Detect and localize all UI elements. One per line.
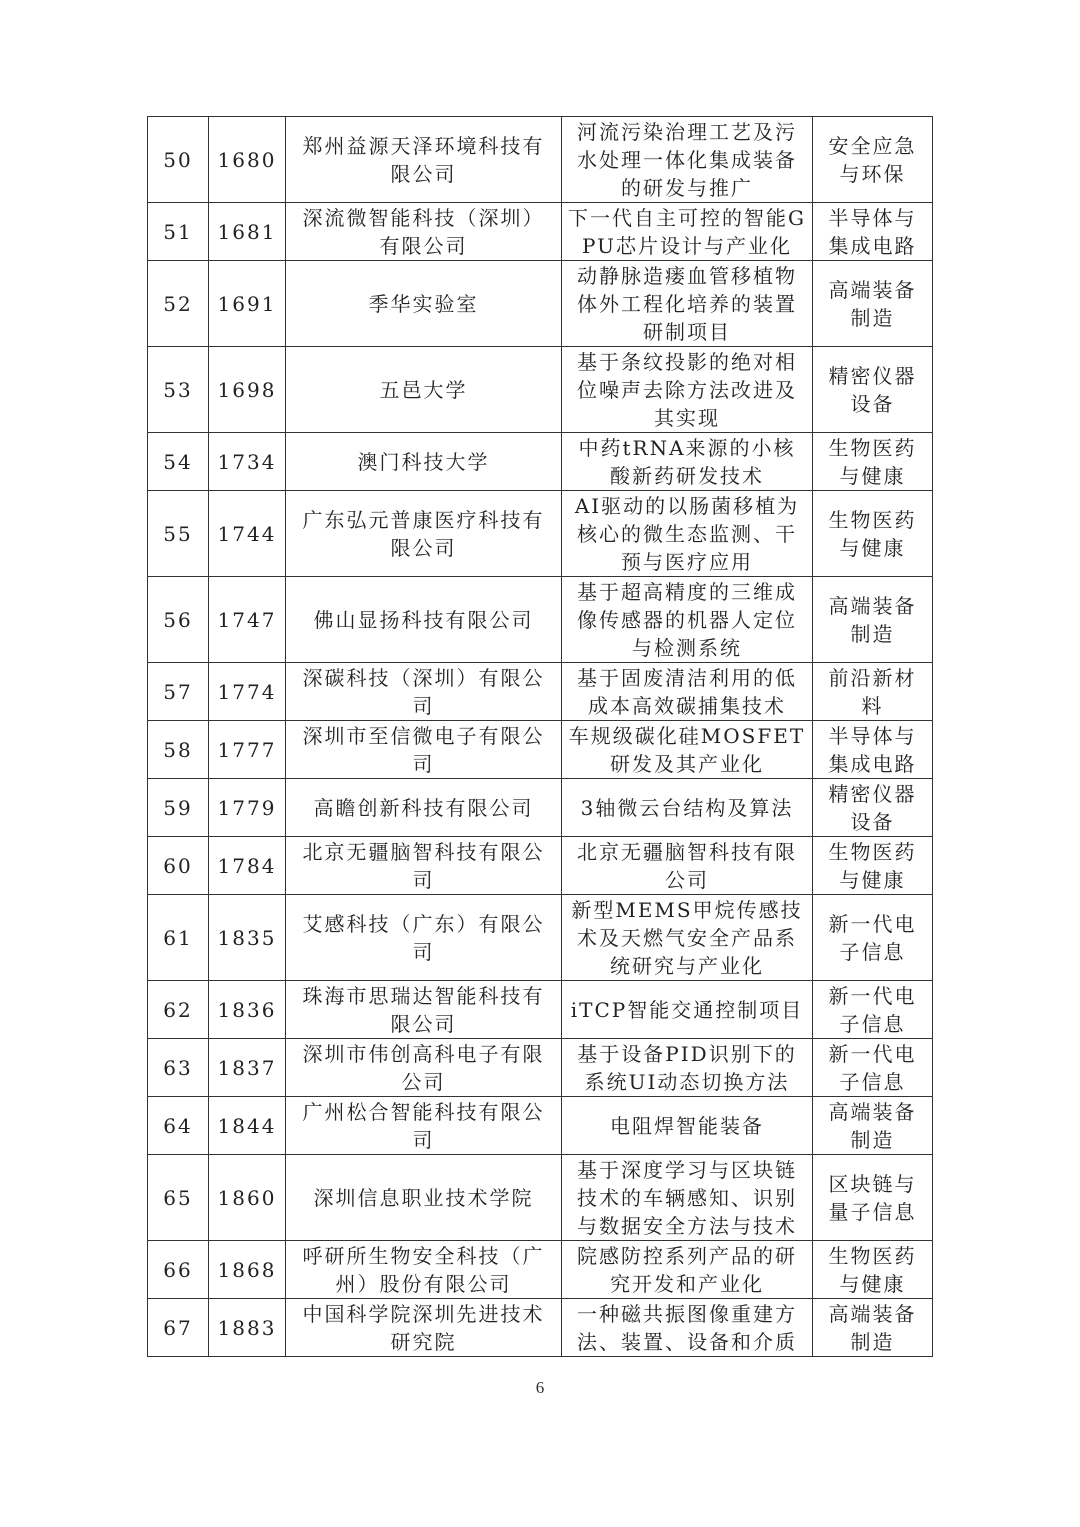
cell-field: 新一代电子信息 — [813, 981, 933, 1039]
cell-project: 一种磁共振图像重建方法、装置、设备和介质 — [562, 1299, 813, 1357]
cell-project: 河流污染治理工艺及污水处理一体化集成装备的研发与推广 — [562, 117, 813, 203]
cell-code: 1837 — [209, 1039, 286, 1097]
cell-field: 高端装备制造 — [813, 1097, 933, 1155]
cell-code: 1777 — [209, 721, 286, 779]
cell-org: 季华实验室 — [286, 261, 562, 347]
cell-field: 半导体与集成电路 — [813, 203, 933, 261]
cell-seq: 51 — [148, 203, 209, 261]
cell-project: 基于固废清洁利用的低成本高效碳捕集技术 — [562, 663, 813, 721]
table-row — [148, 347, 933, 433]
cell-field: 生物医药与健康 — [813, 837, 933, 895]
cell-seq: 53 — [148, 347, 209, 433]
cell-org: 澳门科技大学 — [286, 433, 562, 491]
cell-code: 1844 — [209, 1097, 286, 1155]
cell-field: 生物医药与健康 — [813, 491, 933, 577]
table-row — [148, 433, 933, 491]
cell-field: 精密仪器设备 — [813, 779, 933, 837]
table-row — [148, 779, 933, 837]
cell-project: 车规级碳化硅MOSFET研发及其产业化 — [562, 721, 813, 779]
cell-org: 珠海市思瑞达智能科技有限公司 — [286, 981, 562, 1039]
cell-project: 基于超高精度的三维成像传感器的机器人定位与检测系统 — [562, 577, 813, 663]
cell-code: 1836 — [209, 981, 286, 1039]
cell-org: 广东弘元普康医疗科技有限公司 — [286, 491, 562, 577]
cell-org: 五邑大学 — [286, 347, 562, 433]
cell-field: 区块链与量子信息 — [813, 1155, 933, 1241]
project-list-table — [147, 116, 933, 1357]
cell-project: 电阻焊智能装备 — [562, 1097, 813, 1155]
cell-code: 1860 — [209, 1155, 286, 1241]
cell-project: 动静脉造瘘血管移植物体外工程化培养的装置研制项目 — [562, 261, 813, 347]
cell-project: 院感防控系列产品的研究开发和产业化 — [562, 1241, 813, 1299]
cell-org: 深流微智能科技（深圳）有限公司 — [286, 203, 562, 261]
cell-project: 3轴微云台结构及算法 — [562, 779, 813, 837]
table-row — [148, 203, 933, 261]
cell-org: 郑州益源天泽环境科技有限公司 — [286, 117, 562, 203]
cell-project: 基于深度学习与区块链技术的车辆感知、识别与数据安全方法与技术 — [562, 1155, 813, 1241]
cell-project: 基于设备PID识别下的系统UI动态切换方法 — [562, 1039, 813, 1097]
table-row — [148, 837, 933, 895]
page-number: 6 — [535, 1378, 545, 1397]
cell-seq: 67 — [148, 1299, 209, 1357]
cell-code: 1883 — [209, 1299, 286, 1357]
table-row — [148, 1039, 933, 1097]
cell-code: 1779 — [209, 779, 286, 837]
cell-project: 北京无疆脑智科技有限公司 — [562, 837, 813, 895]
cell-project: iTCP智能交通控制项目 — [562, 981, 813, 1039]
cell-org: 佛山显扬科技有限公司 — [286, 577, 562, 663]
table-body — [148, 117, 933, 1357]
cell-seq: 64 — [148, 1097, 209, 1155]
cell-seq: 60 — [148, 837, 209, 895]
table-row — [148, 663, 933, 721]
cell-code: 1698 — [209, 347, 286, 433]
cell-org: 深圳市至信微电子有限公司 — [286, 721, 562, 779]
cell-org: 中国科学院深圳先进技术研究院 — [286, 1299, 562, 1357]
table-row — [148, 895, 933, 981]
cell-field: 高端装备制造 — [813, 1299, 933, 1357]
cell-project: 下一代自主可控的智能GPU芯片设计与产业化 — [562, 203, 813, 261]
cell-field: 生物医药与健康 — [813, 1241, 933, 1299]
cell-field: 半导体与集成电路 — [813, 721, 933, 779]
cell-seq: 65 — [148, 1155, 209, 1241]
cell-project: AI驱动的以肠菌移植为核心的微生态监测、干预与医疗应用 — [562, 491, 813, 577]
table-row — [148, 1097, 933, 1155]
cell-org: 北京无疆脑智科技有限公司 — [286, 837, 562, 895]
table-row — [148, 117, 933, 203]
cell-seq: 62 — [148, 981, 209, 1039]
cell-field: 前沿新材料 — [813, 663, 933, 721]
cell-code: 1835 — [209, 895, 286, 981]
cell-org: 深圳市伟创高科电子有限公司 — [286, 1039, 562, 1097]
cell-org: 广州松合智能科技有限公司 — [286, 1097, 562, 1155]
cell-seq: 66 — [148, 1241, 209, 1299]
cell-seq: 57 — [148, 663, 209, 721]
cell-project: 中药tRNA来源的小核酸新药研发技术 — [562, 433, 813, 491]
cell-seq: 63 — [148, 1039, 209, 1097]
table-row — [148, 981, 933, 1039]
cell-code: 1691 — [209, 261, 286, 347]
cell-org: 高瞻创新科技有限公司 — [286, 779, 562, 837]
cell-project: 基于条纹投影的绝对相位噪声去除方法改进及其实现 — [562, 347, 813, 433]
cell-org: 深碳科技（深圳）有限公司 — [286, 663, 562, 721]
cell-field: 安全应急与环保 — [813, 117, 933, 203]
cell-seq: 58 — [148, 721, 209, 779]
table-row — [148, 1299, 933, 1357]
cell-org: 深圳信息职业技术学院 — [286, 1155, 562, 1241]
cell-code: 1734 — [209, 433, 286, 491]
cell-code: 1868 — [209, 1241, 286, 1299]
cell-field: 精密仪器设备 — [813, 347, 933, 433]
cell-field: 新一代电子信息 — [813, 1039, 933, 1097]
cell-seq: 59 — [148, 779, 209, 837]
cell-field: 高端装备制造 — [813, 261, 933, 347]
cell-org: 艾感科技（广东）有限公司 — [286, 895, 562, 981]
cell-code: 1680 — [209, 117, 286, 203]
table-row — [148, 491, 933, 577]
cell-seq: 56 — [148, 577, 209, 663]
cell-seq: 52 — [148, 261, 209, 347]
table-row — [148, 577, 933, 663]
cell-code: 1681 — [209, 203, 286, 261]
cell-project: 新型MEMS甲烷传感技术及天燃气安全产品系统研究与产业化 — [562, 895, 813, 981]
table-row — [148, 1241, 933, 1299]
cell-seq: 50 — [148, 117, 209, 203]
table-row — [148, 1155, 933, 1241]
cell-code: 1744 — [209, 491, 286, 577]
cell-code: 1774 — [209, 663, 286, 721]
cell-seq: 54 — [148, 433, 209, 491]
cell-org: 呼研所生物安全科技（广州）股份有限公司 — [286, 1241, 562, 1299]
cell-seq: 55 — [148, 491, 209, 577]
cell-code: 1747 — [209, 577, 286, 663]
table-row — [148, 721, 933, 779]
cell-code: 1784 — [209, 837, 286, 895]
cell-field: 生物医药与健康 — [813, 433, 933, 491]
cell-seq: 61 — [148, 895, 209, 981]
cell-field: 高端装备制造 — [813, 577, 933, 663]
cell-field: 新一代电子信息 — [813, 895, 933, 981]
table-row — [148, 261, 933, 347]
